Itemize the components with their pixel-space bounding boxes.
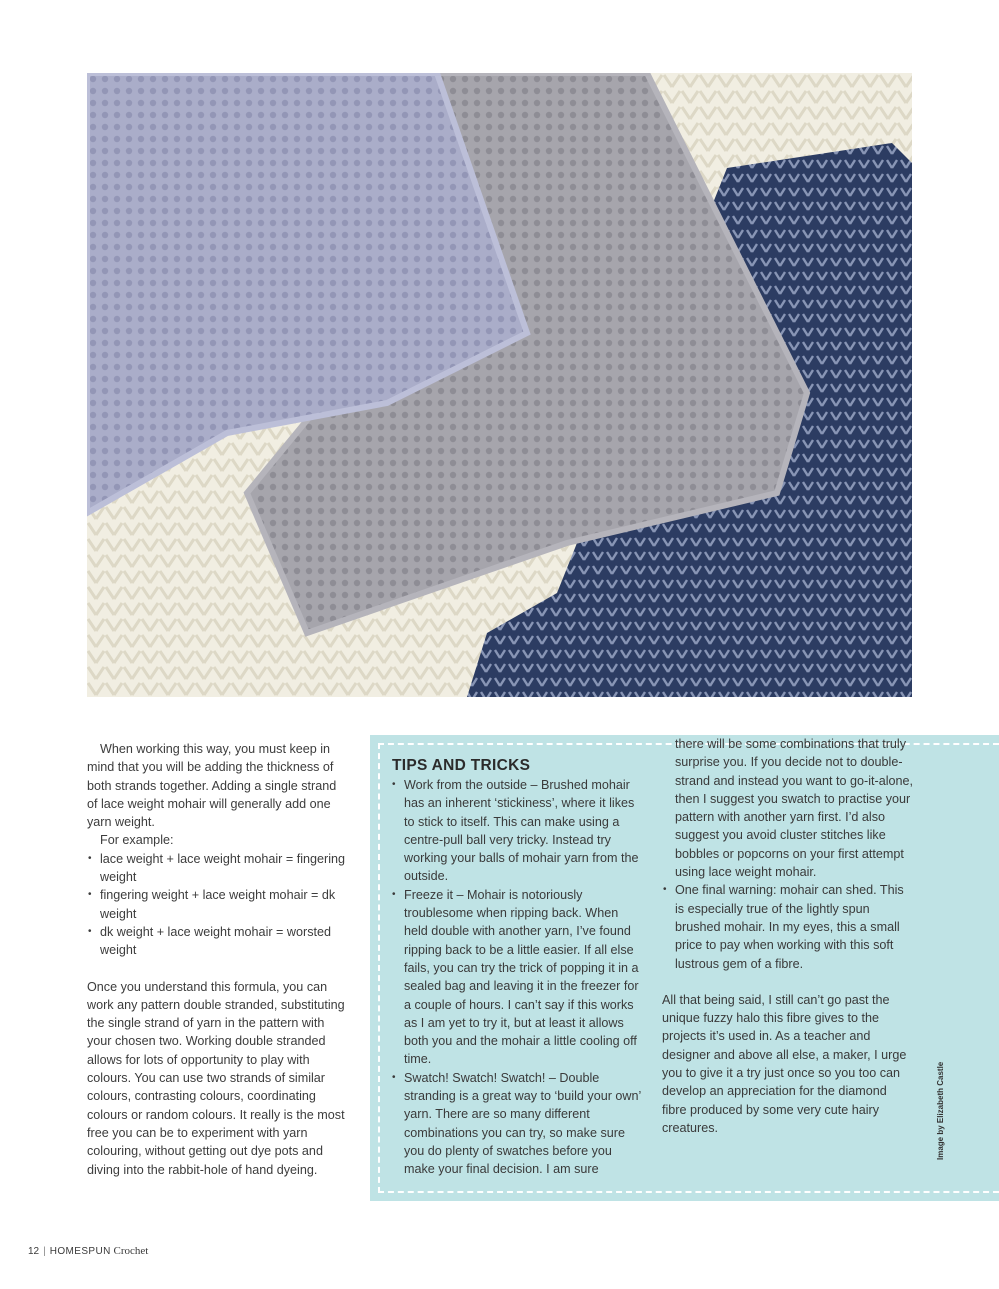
tips-continuation: there will be some combinations that truly surprise you. If you decide not to double-strand and instead you want to go-it-alone, then I suggest you swatch to practise your pattern with another yarn first. I’d also suggest you avoid cluster stitches like bobbles or popcorns on your first attempt using lace weight mohair. bbox=[675, 737, 914, 880]
page-footer bbox=[28, 1245, 148, 1257]
feature-photo bbox=[87, 73, 912, 697]
examples-list bbox=[87, 850, 349, 960]
example-label: For example: bbox=[100, 833, 174, 848]
tips-final-list bbox=[662, 881, 914, 972]
tips-list bbox=[391, 776, 641, 1179]
list-item: • fingering weight + lace weight mohair = dk weight bbox=[87, 886, 349, 923]
list-item: • Swatch! Swatch! Swatch! – Double stranding is a great way to ‘build your own’ yarn. There are so many different combinations you can try, so make sure you do plenty of swatches before you make your final decision. I am sure bbox=[391, 1069, 641, 1179]
list-item: • Freeze it – Mohair is notoriously troublesome when ripping back. When held double with another yarn, I’ve found ripping back to be a little easier. If all else fails, you can try the trick of popping it in a sealed bag and leaving it in the freezer for a couple of hours. I can’t say if this works as I am yet to try it, but at least it allows both you and the mohair a little cooling off time. bbox=[391, 886, 641, 1069]
image-credit: Image by Elizabeth Castle bbox=[936, 1061, 945, 1160]
list-item: • dk weight + lace weight mohair = worsted weight bbox=[87, 923, 349, 960]
list-item: • One final warning: mohair can shed. This is especially true of the lightly spun brushed mohair. In my eyes, this a small price to pay when working with this soft lustrous gem of a fibre. bbox=[662, 881, 914, 972]
tips-title: TIPS AND TRICKS bbox=[392, 757, 531, 774]
section-name: Crochet bbox=[113, 1245, 149, 1257]
crochet-squares-image bbox=[87, 73, 912, 697]
body-column-left bbox=[87, 740, 349, 1179]
magazine-name: HOMESPUN bbox=[49, 1246, 111, 1257]
page-number: 12 bbox=[28, 1246, 40, 1257]
list-item: • lace weight + lace weight mohair = fingering weight bbox=[87, 850, 349, 887]
intro-paragraph: When working this way, you must keep in mind that you will be adding the thickness of both strands together. Adding a single strand of lace weight mohair will generally add one yarn weight. bbox=[87, 742, 337, 830]
tips-box bbox=[370, 735, 999, 1201]
footer-separator: | bbox=[43, 1246, 46, 1257]
tips-column-right bbox=[662, 735, 914, 1137]
list-item: • Work from the outside – Brushed mohair has an inherent ‘stickiness’, where it likes to stick to itself. This can make using a centre-pull ball very tricky. Instead try working your balls of mohair yarn from the outside. bbox=[391, 776, 641, 886]
closing-paragraph: All that being said, I still can’t go past the unique fuzzy halo this fibre gives to the projects it’s used in. As a teacher and designer and above all else, a maker, I urge you to give it a try just once so you too can develop an appreciation for the diamond fibre produced by some very cute hairy creatures. bbox=[662, 992, 907, 1135]
formula-paragraph: Once you understand this formula, you can work any pattern double stranded, substituting the single strand of yarn in the pattern with your chosen two. Working double stranded allows for lots of opportunity to play with colours. You can use two strands of similar colours, contrasting colours, coordinating colours or random colours. It really is the most free you can be to experiment with yarn colouring, without getting out dye pots and diving into the rabbit-hole of hand dyeing. bbox=[87, 979, 345, 1177]
